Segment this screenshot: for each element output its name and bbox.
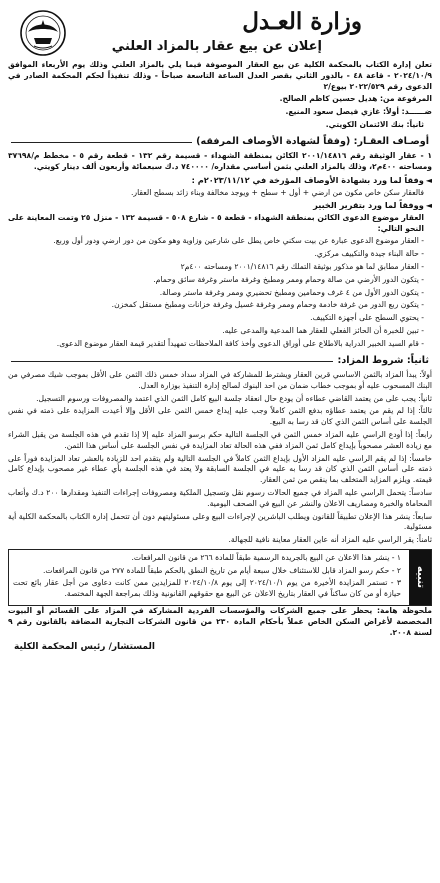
subheading-expert-report: ◄ووفقاً لما ورد بتقرير الخبير	[313, 200, 432, 211]
intro-paragraph: تعلن إدارة الكتاب بالمحكمة الكلية عن بيع العقار الموصوفة فيما يلي بالمزاد العلني وذلك يوم الأربعاء الموافق ٢٠٢٤/١٠/٩ - قاعة ٤٨ - بالدور الثاني بقصر العدل الساعة التاسعة صباحاً - وذلك تنفيذاً لحكم المحكمة الصادر في الدعوى رقم ٢٠٢٢/٥٢٩ بيوع/٢	[8, 60, 432, 91]
list-item: - العقار موضوع الدعوى عبارة عن بيت سكني خاص يطل على شارعين وزاوية وهو مكون من دور ارضي ودور أول وربع.	[53, 236, 424, 246]
parties	[8, 94, 432, 130]
header	[8, 6, 432, 60]
list-item: رابعاً: إذا أودع الراسي عليه المزاد خمس الثمن في الجلسة التالية حكم برسو المزاد عليه إلا إذا تقدم في هذه الجلسة من يقبل الشراء مع زيادة العشر مصحوباً بإيداع كامل ثمن المزاد ففي هذه الحالة تعاد المزايدة في نفس الجلسة على أساس هذا الثمن.	[8, 430, 432, 450]
section-property-description-title: أوصـاف العقـار: (وفقاً لشهادة الأوصاف المرفقه)	[196, 135, 429, 147]
party-defendant-1: ضــــــد: أولاً: غازي فيصل سعود المنيع.	[285, 107, 432, 117]
note-item: ٢ - حكم رسو المزاد قابل للاستئناف خلال سبعة أيام من تاريخ النطق بالحكم طبقاً للمادة ٢٧٧ من قانون المرافعات.	[43, 565, 401, 575]
party-plaintiff: المرفوعة من: هديل حسين كاظم الصالح.	[279, 94, 432, 104]
auction-terms-list	[8, 370, 432, 546]
list-item: - يتكون ربع الدور من غرفة خادمة وحمام وممر وغرفة غسيل وغرفة خزانات ومطبخ مستقل كمخزن.	[111, 300, 424, 310]
important-remark: ملحوظة هامة: يحظر على جميع الشركات والمؤسسات الفردية المشاركة في المزاد على القسائم أو البيوت المخصصة لأغراض السكن الخاص عملاً بأحكام المادة ٢٣٠ من قانون الشركات التجارية المضافة بالقانون رقم ٩ لسنة ٢٠٠٨.	[8, 605, 432, 637]
arrow-icon: ◄	[425, 175, 432, 185]
list-item: ثانياً: يجب على من يعتمد القاضي عطاءه أن يودع حال انعقاد جلسة البيع كامل الثمن الذي اعتمد والمصروفات ورسوم التسجيل.	[36, 393, 432, 403]
list-item: سادساً: يتحمل الراسي عليه المزاد في جميع الحالات رسوم نقل وتسجيل الملكية ومصروفات إجراءات التنفيذ ومقدارها ٢٠٠ د.ك وأتعاب المحاماة والخبرة ومصاريف الاعلان والنشر عن البيع في الصحف اليومية.	[8, 487, 432, 508]
section-divider	[11, 361, 333, 363]
list-item: - قام السيد الخبير الدراية بالاطلاع على أوراق الدعوى وأخذ كافة الملاحظات تمهيداً لتقدير قيمة العقار موضوع الدعوى.	[56, 338, 424, 348]
expert-report-intro: العقار موضوع الدعوى الكائن بمنطقة الشهداء - قطعة ٥ - شارع ٥٠٨ - قسيمة ١٣٢ - منزل ٢٥ وتمت المعاينة على النحو التالي:	[8, 212, 424, 233]
list-item: خامساً: إذا لم يقم الراسي عليه المزاد الأول بإيداع الثمن كاملاً في الجلسة التالية ولم يتقدم احد للزيادة بالعشر تعاد المزايدة فوراً على ذمته على أساس الثمن الذي كان قد رسا به عليه في الجلسة السابقة ولا يعتد في هذه الجلسة بأي عطاء غير مصحوب بإيداع كامل قيمته. ويلزم المزايد المتخلف بما ينقص من ثمن العقار.	[8, 453, 432, 485]
list-item: أولاً: يبدأ المزاد بالثمن الاساسي قرين العقار ويشترط للمشاركة في المزاد سداد خمس ذلك الثمن على الأقل بموجب شيك مصرفي من البنك المسحوب عليه أو بموجب خطاب ضمان من احد البنوك لصالح إدارة التنفيذ بوزارة العدل.	[8, 370, 432, 390]
list-item: ثامناً: يقر الراسي عليه المزاد أنه عاين العقار معاينة نافية للجهالة.	[228, 535, 432, 545]
list-item: - يتكون الدور الأول من ٤ غرف وحمامين ومطبخ تحضيري وممر وغرفة ماستر وصالة.	[159, 287, 424, 297]
arrow-icon: ◄	[425, 201, 432, 211]
list-item: - يحتوي السطح على أجهزة التكييف.	[310, 313, 424, 323]
list-item: - العقار مطابق لما هو مذكور بوثيقة التملك رقم ٢٠٠١/١٤٨١٦ ومساحته ٤٠٠م٢	[180, 262, 424, 272]
party-defendant-2: ثانياً: بنك الائتمان الكويتي.	[325, 119, 424, 129]
expert-report-list	[8, 236, 432, 349]
list-item: - تبين للخبرة أن الحائز الفعلي للعقار هما المدعية والمدعى عليه.	[222, 325, 424, 335]
notes-box	[8, 549, 432, 606]
list-item: سابعاً: ينشر هذا الإعلان تطبيقاً للقانون ويطلب الباشرين لإجراءات البيع وعلى مسئوليتهم دون أن تتحمل إدارة الكتاب بالمحكمة الكلية أية مسئولية.	[8, 511, 432, 532]
notes-tag: تنبيه	[409, 550, 431, 605]
list-item: - يتكون الدور الأرضي من صالة وحمام وممر ومطبخ وغرفة ماستر وغرفة سائق وحمام.	[153, 274, 424, 284]
note-item: ١ - ينشر هذا الاعلان عن البيع بالجريدة الرسمية طبقاً للمادة ٢٦٦ من قانون المرافعات.	[131, 552, 401, 562]
description-certificate-text: فالعقار سكن خاص مكون من ارضي + أول + سطح + ويوجد مخالفة وبناء زائد بسطح العقار.	[131, 187, 424, 197]
signature: المستشار/ رئيس المحكمة الكلية	[14, 642, 155, 653]
section-auction-terms-header	[8, 353, 432, 369]
property-paragraph: ١ - عقار الوثيقة رقم ٢٠٠١/١٤٨١٦ الكائن بمنطقة الشهداء - قسيمة رقم ١٣٢ - قطعة رقم ٥ - مخطط م/٣٧٦٩٨ ومساحته ٤٠٠م٢، وذلك بالمزاد العلني بثمن أساسي مقداره/ ٧٤٠٠٠٠ د.ك سبعمائة وأربعون ألف دينار كويتي.	[8, 151, 432, 172]
announcement-title: إعلان عن بيع عقار بالمزاد العلني	[111, 39, 322, 54]
list-item: ثالثاً: إذا لم يقم من يعتمد عطاؤه بدفع الثمن كاملاً وجب عليه إيداع خمس الثمن على الأقل وإلا أعيدت المزايدة على ذمته في نفس الجلسة على أساس الثمن الذي كان قد رسا به البيع.	[8, 406, 432, 427]
note-item: ٣ - تستمر المزايدة الأخيرة من يوم ٢٠٢٤/١٠/١ إلى يوم ٢٠٢٤/١٠/٨ للمزايدين ممن كانت دعاوى من أجل عقار بائع تحت حيازة أو من كان ساكناً في العقار بتاريخ الاعلان عن البيع مع حقوقهم القانونية وذلك بمراجعة الجهة المختصة.	[13, 578, 402, 599]
section-auction-terms-title: ثانياً: شروط المزاد:	[337, 354, 429, 366]
subheading-description-certificate: ◄وفقاً لما ورد بشهادة الأوصاف المؤرخة في ٢٠٢٣/١١/١٢م :	[191, 174, 432, 185]
kuwait-emblem-icon	[14, 8, 72, 58]
section-divider	[11, 142, 192, 144]
ministry-name: وزارة العـدل	[242, 8, 362, 35]
section-property-description-header	[8, 134, 432, 150]
list-item: - حالة البناء جيدة والتكييف مركزي.	[314, 249, 424, 259]
